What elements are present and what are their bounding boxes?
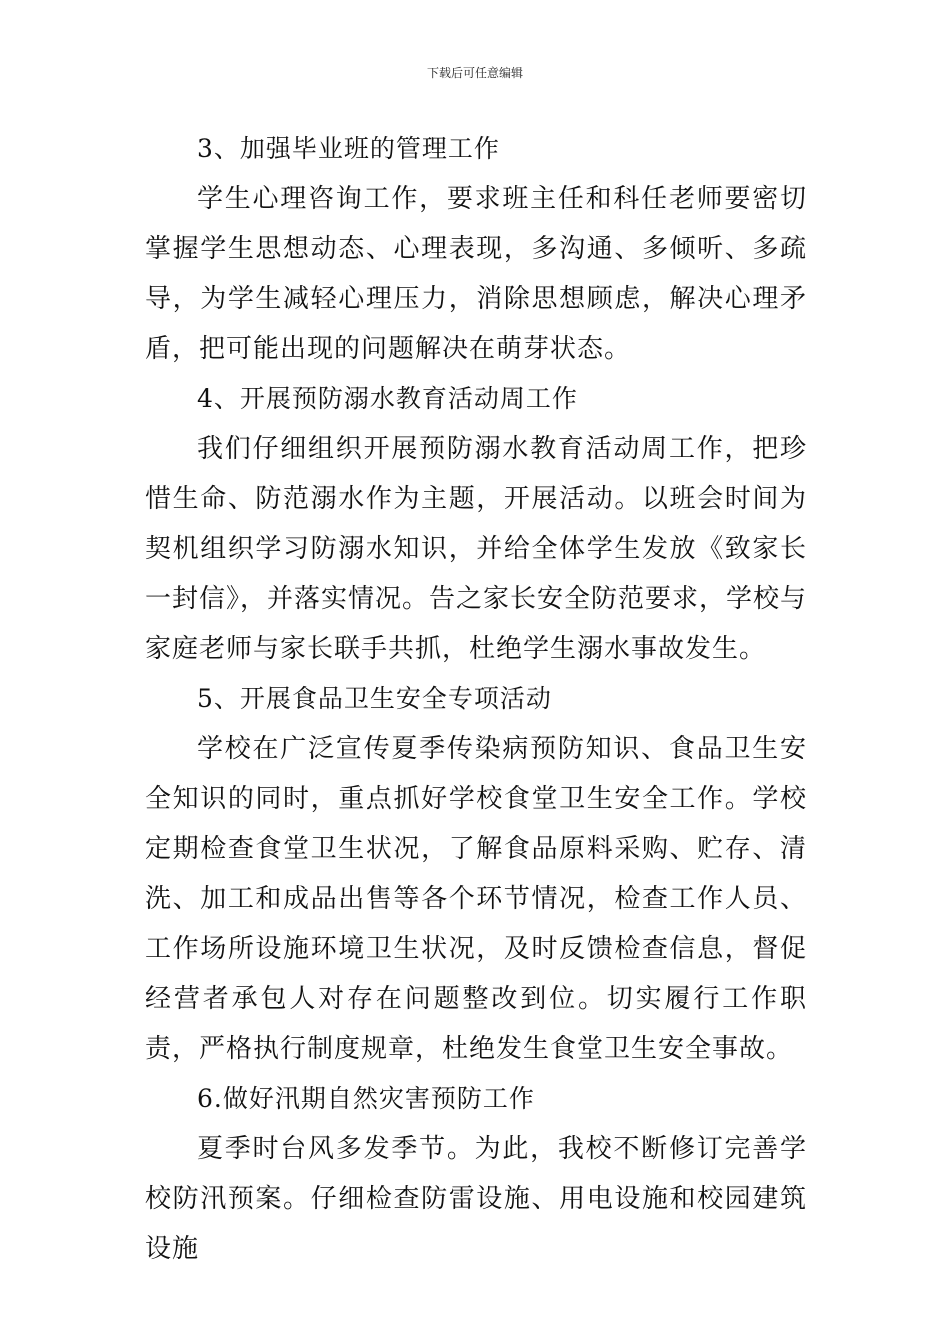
section-heading-4: 4、开展预防溺水教育活动周工作	[197, 384, 578, 413]
section-body-5: 学校在广泛宣传夏季传染病预防知识、食品卫生安全知识的同时，重点抓好学校食堂卫生安全工作。学校定期检查食堂卫生状况，了解食品原料采购、贮存、清洗、加工和成品出售等各个环节情况，检查工作人员、工作场所设施环境卫生状况，及时反馈检查信息，督促经营者承包人对存在问题整改到位。切实履行工作职责，严格执行制度规章，杜绝发生食堂卫生安全事故。	[145, 734, 807, 1064]
page-header: 下载后可任意编辑	[426, 66, 523, 80]
document-body	[145, 124, 807, 1274]
section-heading-5: 5、开展食品卫生安全专项活动	[197, 684, 552, 713]
section-body-6: 夏季时台风多发季节。为此，我校不断修订完善学校防汛预案。仔细检查防雷设施、用电设施和校园建筑设施	[145, 1134, 807, 1264]
section-body-3: 学生心理咨询工作，要求班主任和科任老师要密切掌握学生思想动态、心理表现，多沟通、多倾听、多疏导，为学生减轻心理压力，消除思想顾虑，解决心理矛盾，把可能出现的问题解决在萌芽状态。	[145, 184, 807, 364]
section-heading-6: 6.做好汛期自然灾害预防工作	[197, 1084, 535, 1113]
section-body-4: 我们仔细组织开展预防溺水教育活动周工作，把珍惜生命、防范溺水作为主题，开展活动。以班会时间为契机组织学习防溺水知识，并给全体学生发放《致家长一封信》，并落实情况。告之家长安全防范要求，学校与家庭老师与家长联手共抓，杜绝学生溺水事故发生。	[145, 434, 808, 664]
section-heading-3: 3、加强毕业班的管理工作	[197, 134, 500, 163]
